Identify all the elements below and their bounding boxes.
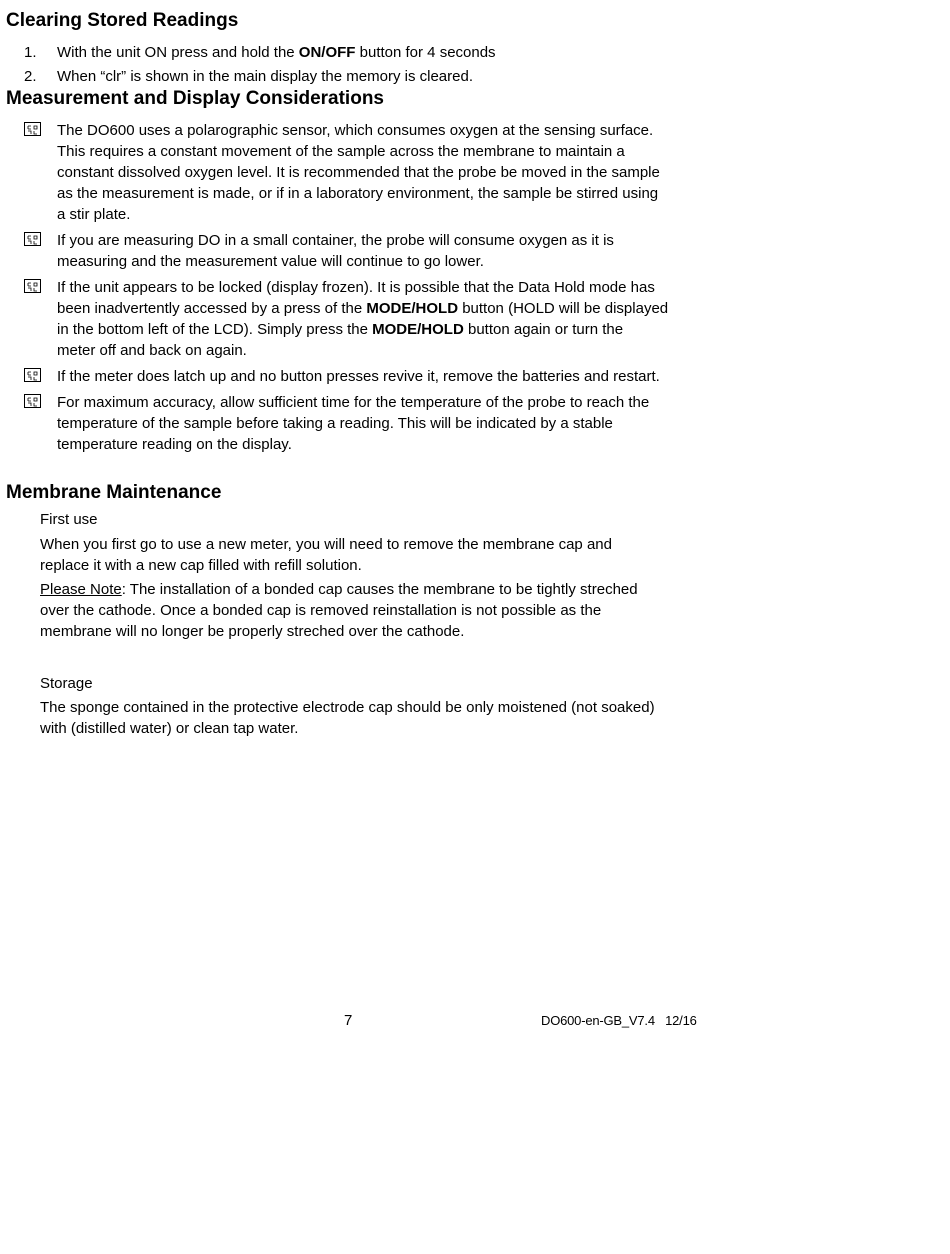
- document-version: DO600-en-GB_V7.4 12/16: [541, 1013, 697, 1028]
- bullet-text-line: a stir plate.: [57, 206, 131, 223]
- bullet-text-line: meter off and back on again.: [57, 342, 247, 359]
- paragraph-line: over the cathode. Once a bonded cap is removed reinstallation is not possible as the: [40, 602, 602, 619]
- paragraph-line: [40, 579, 700, 600]
- first-use-paragraph: [40, 534, 700, 576]
- lcd-display-icon: [24, 232, 41, 246]
- storage-paragraph: [40, 697, 700, 739]
- list-item: [0, 66, 720, 90]
- bullet-text-line: If the unit appears to be locked (display frozen). It is possible that the Data Hold mode has: [57, 279, 655, 296]
- list-item: [0, 366, 720, 387]
- measurement-bullets-list: [0, 120, 720, 460]
- subheading-first-use: First use: [40, 511, 98, 528]
- step-text: When “clr” is shown in the main display the memory is cleared.: [57, 68, 473, 85]
- section-heading-membrane: Membrane Maintenance: [6, 482, 222, 503]
- bullet-text-line: If you are measuring DO in a small container, the probe will consume oxygen as it is: [57, 232, 614, 249]
- list-item: [0, 277, 720, 361]
- paragraph-line: The sponge contained in the protective electrode cap should be only moistened (not soaked): [40, 699, 655, 716]
- bullet-text-line: For maximum accuracy, allow sufficient time for the temperature of the probe to reach the: [57, 394, 650, 411]
- section-heading-clearing: Clearing Stored Readings: [6, 10, 239, 31]
- paragraph-line: When you first go to use a new meter, you will need to remove the membrane cap and: [40, 536, 612, 553]
- lcd-display-icon: [24, 368, 41, 382]
- paragraph-line: replace it with a new cap filled with refill solution.: [40, 557, 362, 574]
- bullet-text-line: If the meter does latch up and no button presses revive it, remove the batteries and restart.: [57, 368, 660, 385]
- bullet-text-line: temperature of the sample before taking a reading. This will be indicated by a stable: [57, 415, 613, 432]
- text-run: : The installation of a bonded cap causes the membrane to be tightly streched: [121, 581, 638, 598]
- button-name: ON/OFF: [298, 44, 356, 61]
- list-item: [0, 42, 720, 66]
- button-name: MODE/HOLD: [372, 321, 464, 338]
- bullet-text-line: [57, 319, 720, 340]
- section-heading-measurement: Measurement and Display Considerations: [6, 88, 384, 109]
- bullet-text-line: as the measurement is made, or if in a laboratory environment, the sample be stirred using: [57, 185, 659, 202]
- bullet-text-line: [57, 298, 720, 319]
- step-text: With the unit ON press and hold the: [57, 44, 299, 61]
- bullet-text-line: This requires a constant movement of the sample across the membrane to maintain a: [57, 143, 625, 160]
- note-paragraph: [40, 579, 700, 642]
- clearing-steps-list: [0, 42, 720, 90]
- step-number: 1.: [24, 44, 37, 61]
- button-name: MODE/HOLD: [366, 300, 459, 317]
- note-label: Please Note: [40, 581, 122, 598]
- list-item: [0, 120, 720, 225]
- step-text: button for 4 seconds: [355, 44, 496, 61]
- step-number: 2.: [24, 68, 37, 85]
- text-run: button (HOLD will be displayed: [458, 300, 669, 317]
- text-run: been inadvertently accessed by a press of the: [57, 300, 367, 317]
- list-item: [0, 230, 720, 272]
- bullet-text-line: measuring and the measurement value will continue to go lower.: [57, 253, 484, 270]
- page-number: 7: [344, 1012, 353, 1029]
- text-run: in the bottom left of the LCD). Simply press the: [57, 321, 373, 338]
- paragraph-line: membrane will no longer be properly streched over the cathode.: [40, 623, 465, 640]
- lcd-display-icon: [24, 279, 41, 293]
- bullet-text-line: The DO600 uses a polarographic sensor, which consumes oxygen at the sensing surface.: [57, 122, 654, 139]
- text-run: button again or turn the: [463, 321, 624, 338]
- lcd-display-icon: [24, 122, 41, 136]
- lcd-display-icon: [24, 394, 41, 408]
- bullet-text-line: temperature reading on the display.: [57, 436, 292, 453]
- paragraph-line: with (distilled water) or clean tap water.: [40, 720, 299, 737]
- list-item: [0, 392, 720, 455]
- bullet-text-line: constant dissolved oxygen level. It is recommended that the probe be moved in the sample: [57, 164, 660, 181]
- subheading-storage: Storage: [40, 675, 93, 692]
